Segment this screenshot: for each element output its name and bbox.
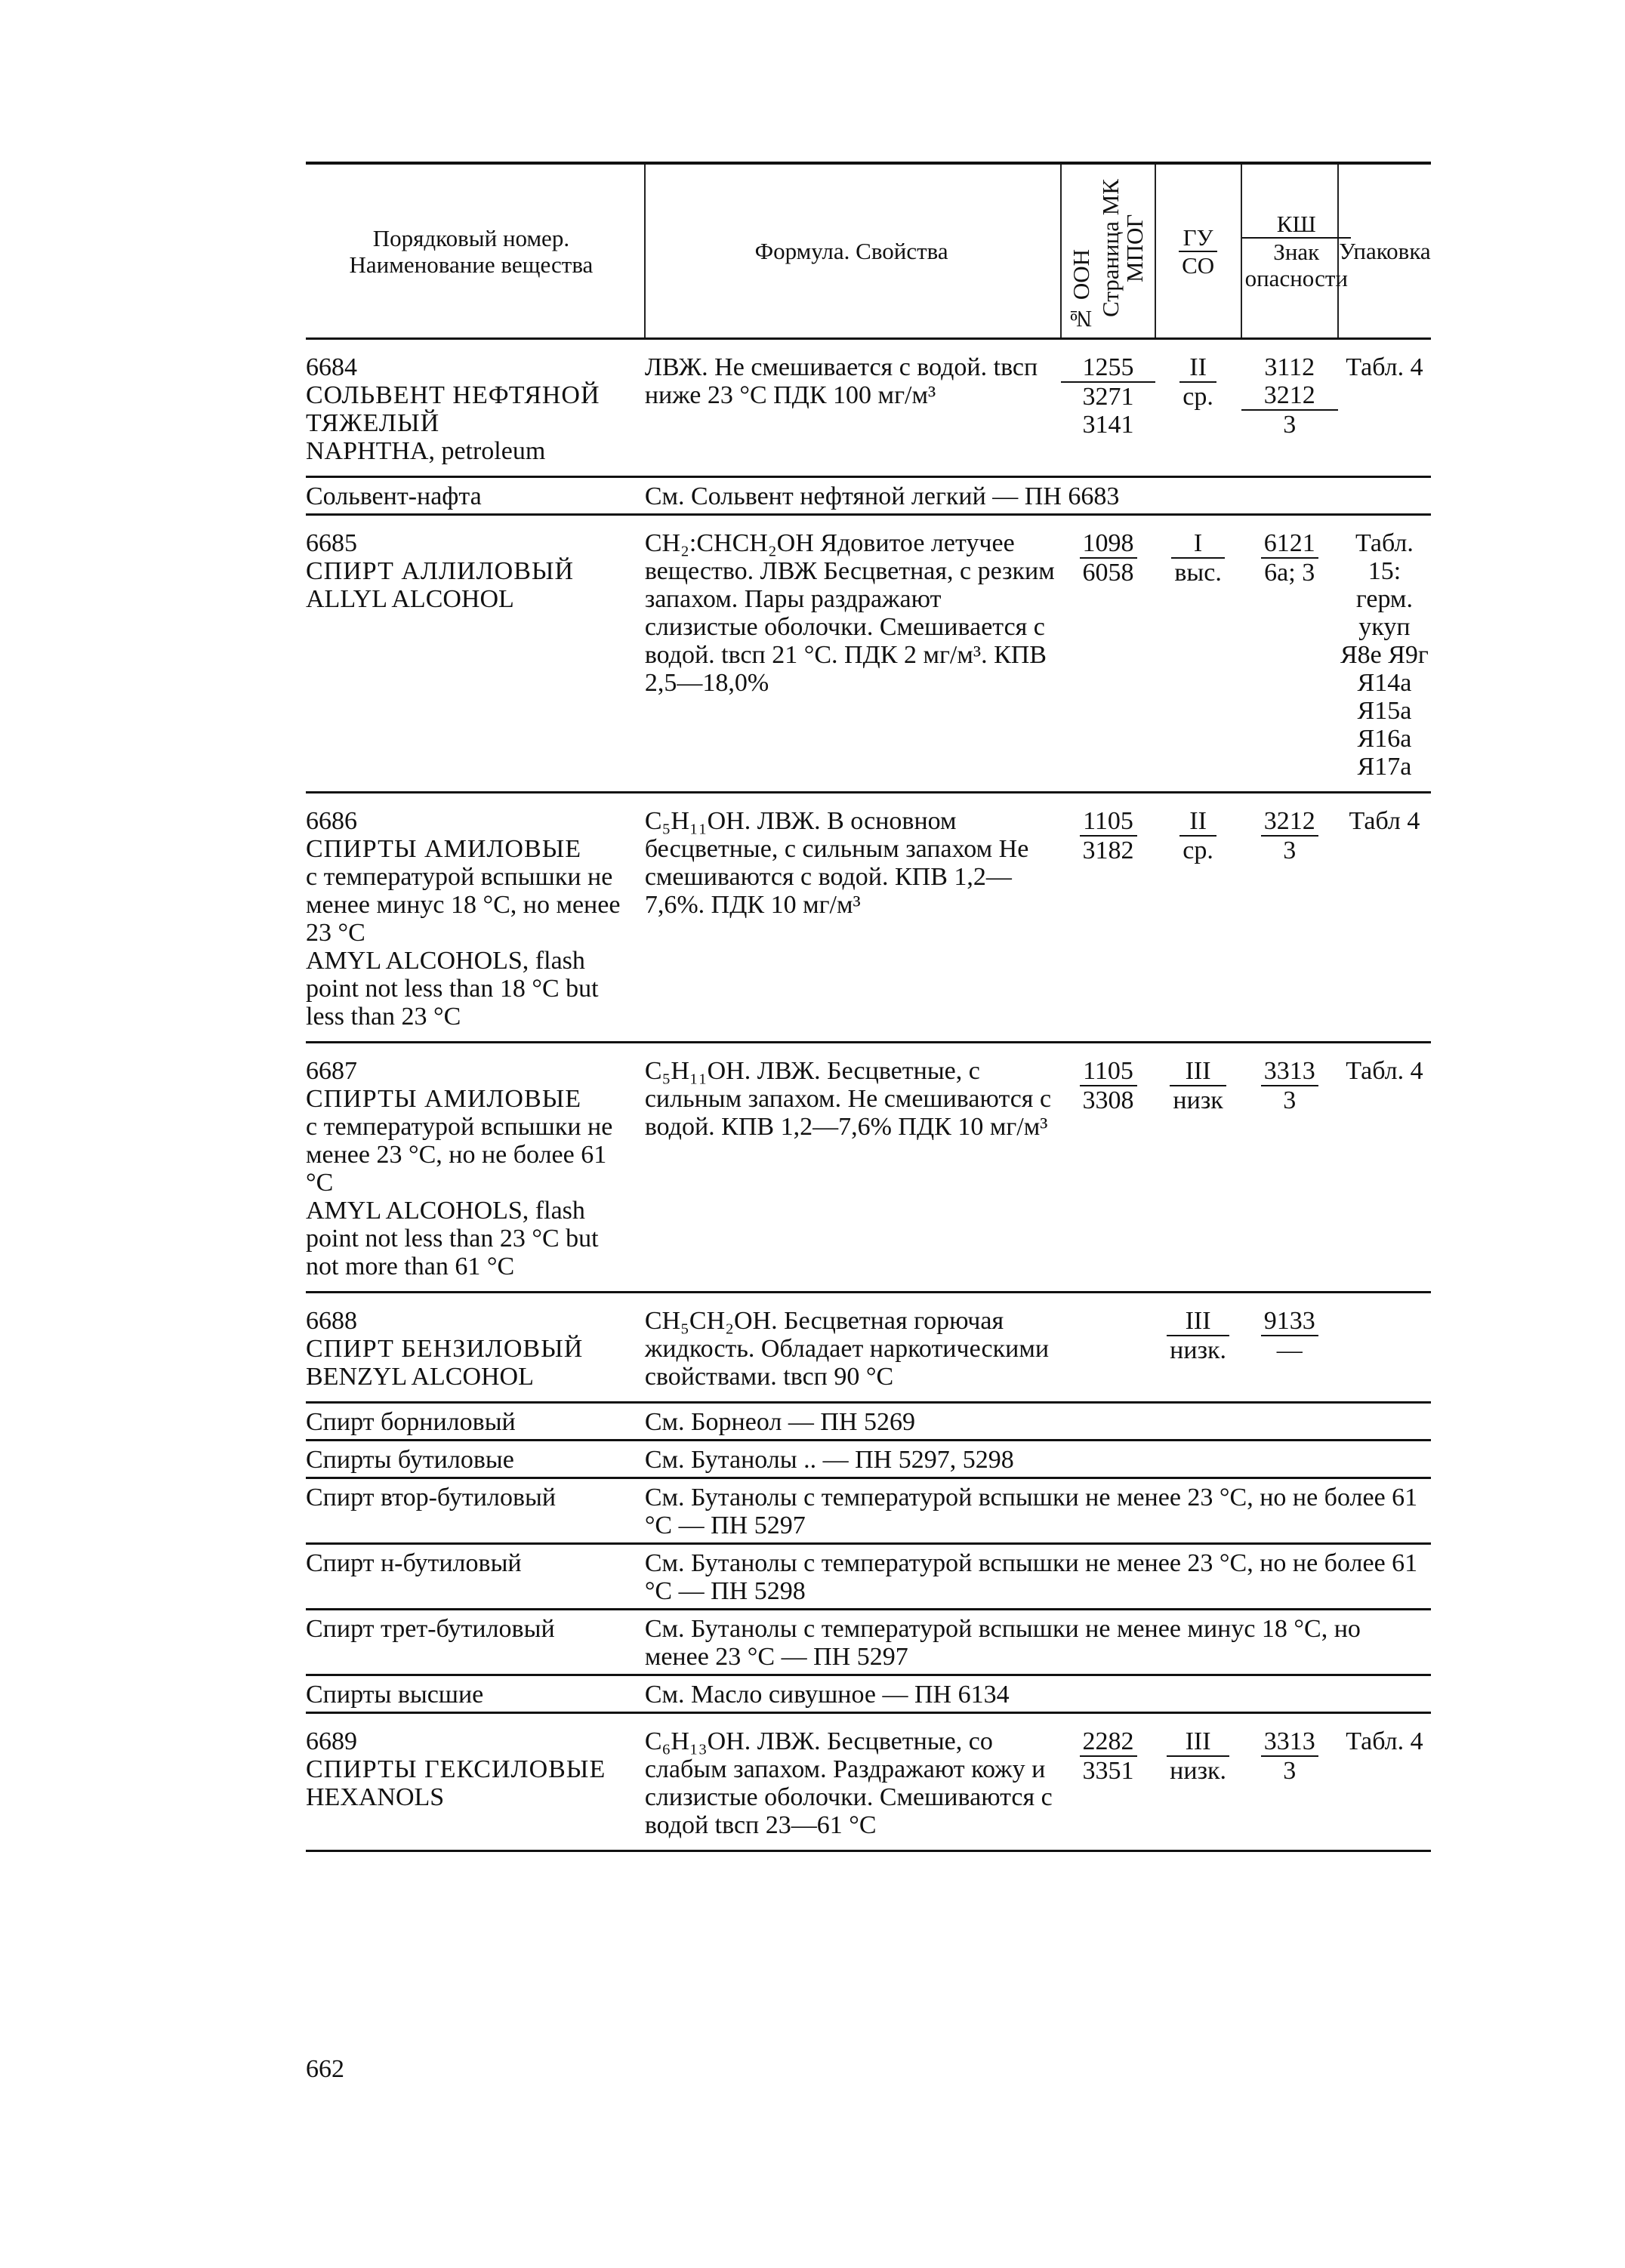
substance-row [306, 515, 1431, 793]
substance-row [306, 1293, 1431, 1403]
reference-name: Спирты высшие [306, 1675, 645, 1713]
substance-description: HEXANOLS [306, 1783, 445, 1811]
hazard-sign: 3 [1283, 1757, 1297, 1785]
table-body [306, 339, 1431, 1851]
reference-text: См. Сольвент нефтяной легкий — ПН 6683 [645, 477, 1431, 515]
danger-group: III [1170, 1057, 1226, 1086]
danger-degree: низк. [1170, 1336, 1227, 1364]
substance-name-cell [306, 1713, 645, 1851]
ksh-cell [1241, 339, 1338, 477]
ksh-cell [1241, 1713, 1338, 1851]
page-number: 662 [306, 2055, 344, 2083]
reference-row [306, 1478, 1431, 1544]
entry-number: 6689 [306, 1727, 357, 1755]
header-gu-so [1155, 163, 1241, 339]
substance-name-cell [306, 339, 645, 477]
formula-properties: CH₅CH₂OH. Бесцветная горючая жидкость. Обладает наркотическими свойствами. tвсп 90 °С [645, 1293, 1062, 1403]
danger-group: II [1179, 353, 1216, 383]
header-ksh: КШ [1242, 211, 1351, 239]
formula-properties: C₅H₁₁OH. ЛВЖ. Бесцветные, с сильным запахом. Не смешиваются с водой. КПВ 1,2—7,6% ПДК 10 мг/м³ [645, 1043, 1062, 1293]
reference-name: Спирт н-бутиловый [306, 1544, 645, 1610]
substance-description: с температурой вспышки не менее минус 18 °С, но менее 23 °С [306, 863, 621, 947]
danger-degree: низк. [1170, 1757, 1227, 1785]
header-so: СО [1182, 251, 1215, 279]
ksh-cell [1241, 1043, 1338, 1293]
ksh-cell [1241, 515, 1338, 793]
reference-text: См. Масло сивушное — ПН 6134 [645, 1675, 1431, 1713]
reference-text: См. Борнеол — ПН 5269 [645, 1403, 1431, 1441]
header-ksh-sign [1241, 163, 1348, 339]
packaging: Табл. 4 [1338, 1713, 1431, 1851]
reference-name: Спирт трет-бутиловый [306, 1610, 645, 1675]
substance-row [306, 339, 1431, 477]
header-packaging: Упаковка [1338, 163, 1431, 339]
un-number: 1098 [1080, 529, 1137, 559]
ksh-cell [1241, 793, 1338, 1043]
reference-name: Спирт втор-бутиловый [306, 1478, 645, 1544]
formula-properties: CH₂:CHCH₂OH Ядовитое летучее вещество. ЛВЖ Бесцветная, с резким запахом. Пары раздражают слизистые оболочки. Смешивается с водой. tвсп 21 °С. ПДК 2 мг/м³. КПВ 2,5—18,0% [645, 515, 1062, 793]
un-cell [1061, 515, 1155, 793]
substance-name-cell [306, 515, 645, 793]
table-header [306, 163, 1431, 339]
substance-description: ALLYL ALCOHOL [306, 585, 514, 613]
hazard-substances-table [306, 162, 1431, 1852]
entry-number: 6684 [306, 353, 357, 381]
packaging: Табл. 4 [1346, 353, 1423, 381]
substance-description: с температурой вспышки не менее 23 °С, но не более 61 °С [306, 1113, 613, 1197]
gu-cell [1155, 1713, 1241, 1851]
gu-cell [1155, 1043, 1241, 1293]
mk-page: 3308 [1082, 1086, 1134, 1114]
danger-group: I [1171, 529, 1225, 559]
reference-row [306, 1610, 1431, 1675]
hazard-sign: 6а; 3 [1264, 559, 1315, 587]
header-gu: ГУ [1179, 224, 1217, 252]
un-cell [1061, 339, 1155, 477]
substance-description: AMYL ALCOHOLS, flash point not less than 23 °C but not more than 61 °C [306, 1197, 599, 1280]
danger-degree: ср. [1183, 837, 1213, 864]
mk-page: 3271 3141 [1082, 383, 1134, 439]
classification-code: 3112 3212 [1241, 353, 1338, 411]
substance-name-cell [306, 1043, 645, 1293]
un-cell [1061, 1293, 1155, 1403]
danger-group: III [1167, 1727, 1229, 1757]
un-number: 1105 [1080, 807, 1137, 837]
substance-row [306, 1713, 1431, 1851]
classification-code: 3313 [1261, 1057, 1318, 1086]
reference-name: Спирт борниловый [306, 1403, 645, 1441]
reference-text: См. Бутанолы .. — ПН 5297, 5298 [645, 1441, 1431, 1478]
substance-description: NAPHTHA, petroleum [306, 437, 546, 465]
mk-page: 6058 [1082, 559, 1134, 587]
substance-description: AMYL ALCOHOLS, flash point not less than 18 °C but less than 23 °C [306, 947, 599, 1031]
un-cell [1061, 793, 1155, 1043]
un-number: 2282 [1080, 1727, 1137, 1757]
reference-row [306, 1403, 1431, 1441]
hazard-sign: 3 [1283, 1086, 1297, 1114]
danger-degree: выс. [1174, 559, 1222, 587]
header-un-page [1061, 163, 1155, 339]
substance-name-cell [306, 1293, 645, 1403]
reference-row [306, 477, 1431, 515]
classification-code: 9133 [1261, 1307, 1318, 1336]
danger-group: III [1167, 1307, 1229, 1336]
classification-code: 3212 [1261, 807, 1318, 837]
danger-group: II [1179, 807, 1216, 837]
reference-row [306, 1441, 1431, 1478]
un-cell [1061, 1043, 1155, 1293]
substance-row [306, 1043, 1431, 1293]
header-hazard-sign: Знак опасности [1244, 239, 1348, 291]
un-number: 1255 [1061, 353, 1155, 383]
gu-cell [1155, 793, 1241, 1043]
danger-degree: низк [1173, 1086, 1223, 1114]
substance-row [306, 793, 1431, 1043]
substance-name-ru: СПИРТ БЕНЗИЛОВЫЙ [306, 1335, 584, 1363]
document-page [306, 162, 1431, 1852]
un-number: 1105 [1080, 1057, 1137, 1086]
hazard-sign: — [1276, 1336, 1303, 1364]
entry-number: 6686 [306, 807, 357, 835]
packaging [1338, 1293, 1431, 1403]
substance-name-ru: СОЛЬВЕНТ НЕФТЯНОЙ ТЯЖЕЛЫЙ [306, 381, 600, 437]
gu-cell [1155, 515, 1241, 793]
reference-text: См. Бутанолы с температурой вспышки не менее 23 °С, но не более 61 °С — ПН 5297 [645, 1478, 1431, 1544]
entry-number: 6687 [306, 1057, 357, 1085]
substance-name-ru: СПИРТЫ АМИЛОВЫЕ [306, 1085, 582, 1113]
reference-text: См. Бутанолы с температурой вспышки не менее минус 18 °С, но менее 23 °С — ПН 5297 [645, 1610, 1431, 1675]
header-formula-properties: Формула. Свойства [645, 163, 1062, 339]
formula-properties: C₅H₁₁OH. ЛВЖ. В основном бесцветные, с сильным запахом Не смешиваются с водой. КПВ 1,2—7,6%. ПДК 10 мг/м³ [645, 793, 1062, 1043]
hazard-sign: 3 [1283, 411, 1297, 439]
reference-name: Спирты бутиловые [306, 1441, 645, 1478]
hazard-sign: 3 [1283, 837, 1297, 864]
substance-name-ru: СПИРТЫ ГЕКСИЛОВЫЕ [306, 1755, 606, 1783]
classification-code: 6121 [1261, 529, 1318, 559]
header-mk-page: Страница МК МПОГ [1097, 179, 1149, 318]
header-number-name: Порядковый номер. Наименование вещества [306, 163, 645, 339]
entry-number: 6685 [306, 529, 357, 557]
un-cell [1061, 1713, 1155, 1851]
reference-row [306, 1675, 1431, 1713]
danger-degree: ср. [1183, 383, 1213, 411]
substance-name-ru: СПИРТ АЛЛИЛОВЫЙ [306, 557, 575, 585]
mk-page: 3351 [1082, 1757, 1134, 1785]
mk-page: 3182 [1082, 837, 1134, 864]
reference-row [306, 1544, 1431, 1610]
header-un-number: № ООН [1067, 249, 1094, 332]
reference-text: См. Бутанолы с температурой вспышки не менее 23 °С, но не более 61 °С — ПН 5298 [645, 1544, 1431, 1610]
gu-cell [1155, 339, 1241, 477]
packaging: Табл 4 [1338, 793, 1431, 1043]
substance-name-ru: СПИРТЫ АМИЛОВЫЕ [306, 835, 582, 863]
packaging: Табл. 15: герм. укуп Я8е Я9г Я14а Я15а Я16а Я17а [1338, 515, 1431, 793]
substance-description: BENZYL ALCOHOL [306, 1363, 534, 1391]
formula-properties: C₆H₁₃OH. ЛВЖ. Бесцветные, со слабым запахом. Раздражают кожу и слизистые оболочки. Смешиваются с водой tвсп 23—61 °С [645, 1713, 1062, 1851]
entry-number: 6688 [306, 1307, 357, 1335]
packaging: Табл. 4 [1338, 1043, 1431, 1293]
gu-cell [1155, 1293, 1241, 1403]
reference-name: Сольвент-нафта [306, 477, 645, 515]
substance-name-cell [306, 793, 645, 1043]
formula-properties: ЛВЖ. Не смешивается с водой. tвсп ниже 23 °С ПДК 100 мг/м³ [644, 353, 1038, 409]
classification-code: 3313 [1261, 1727, 1318, 1757]
ksh-cell [1241, 1293, 1338, 1403]
